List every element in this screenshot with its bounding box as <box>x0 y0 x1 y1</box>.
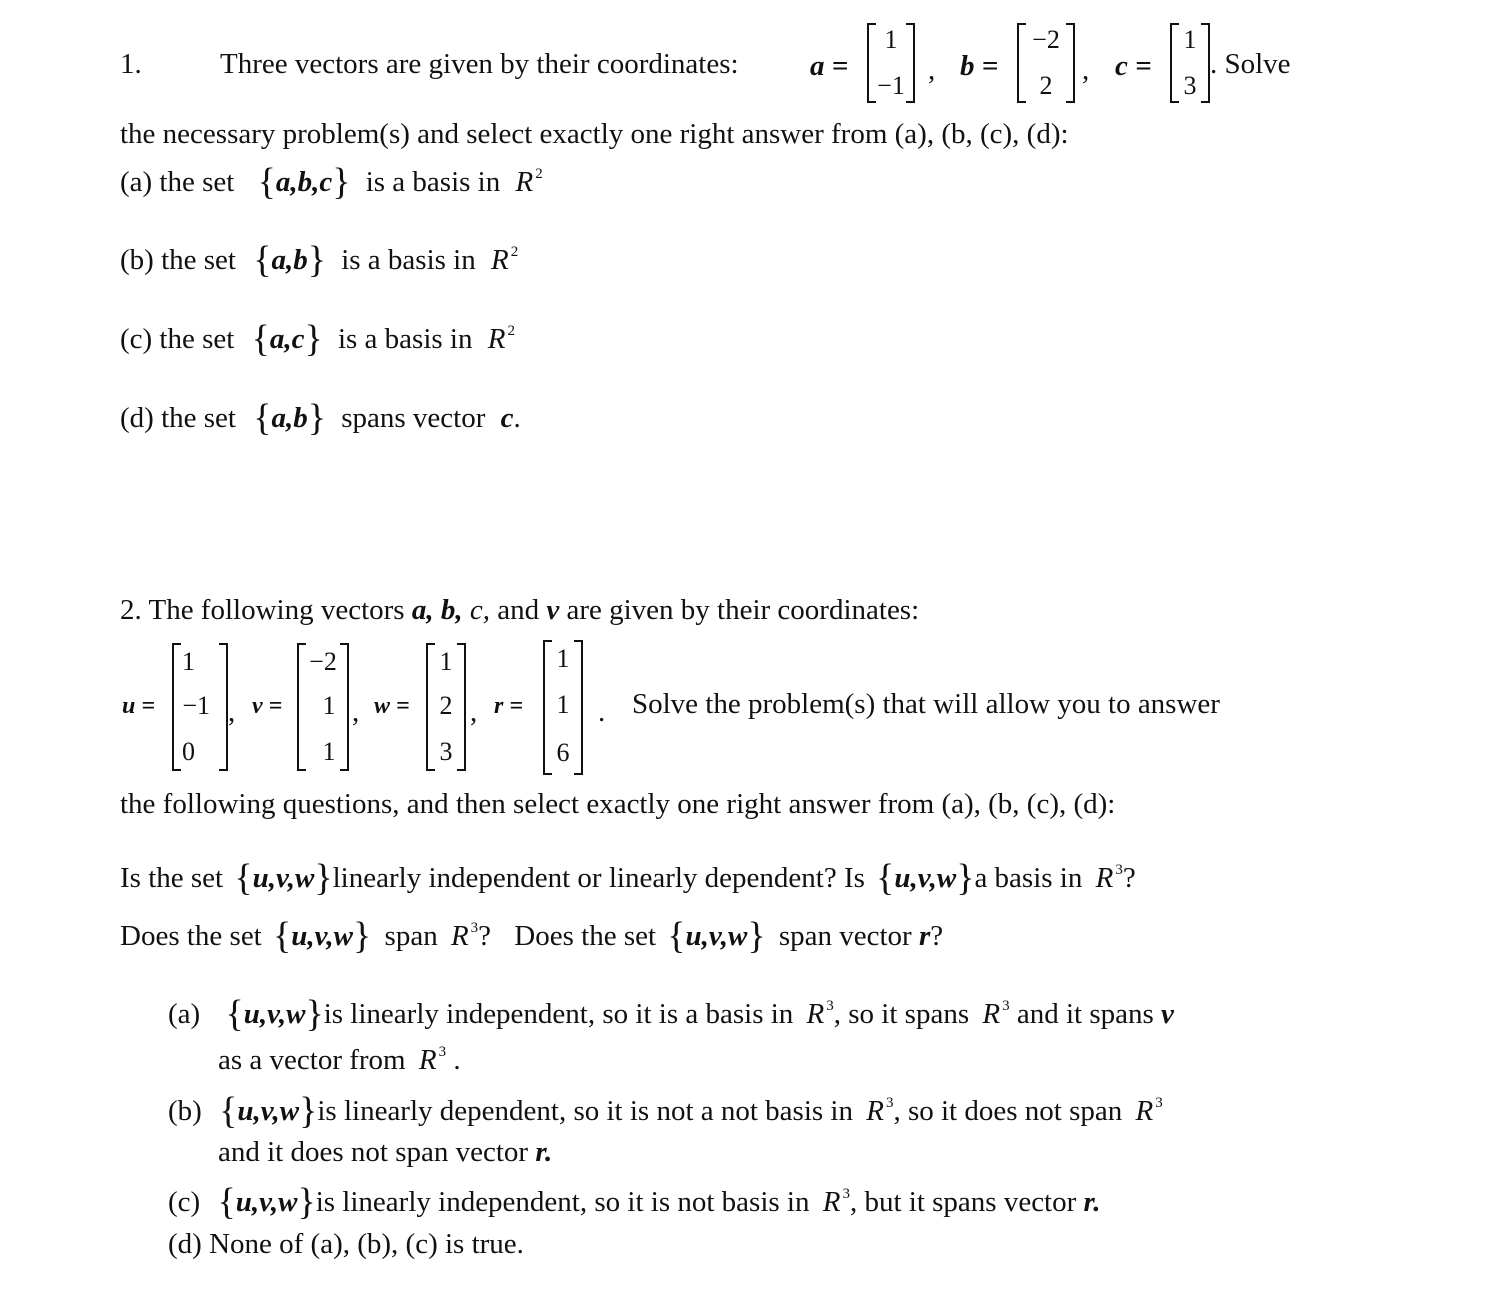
problem-1-option-b <box>120 238 519 281</box>
vector-u-entry: 1 <box>182 647 195 676</box>
set-elements: u,v,w <box>894 862 957 894</box>
problem-2-instructions: the following questions, and then select exactly one right answer from (a), (b, (c), (d): <box>120 788 1116 820</box>
vector-v-entry: −2 <box>309 647 337 676</box>
option-text: (d) the set <box>120 402 236 434</box>
vector-a-matrix <box>867 23 915 103</box>
problem-2-option-b <box>168 1089 1163 1132</box>
option-text: is a basis in <box>365 166 501 198</box>
space-symbol: R <box>982 998 1001 1030</box>
question-text: span vector <box>778 920 912 952</box>
space-exponent: 2 <box>507 323 515 339</box>
comma: , <box>352 696 360 728</box>
space-exponent: 3 <box>1002 998 1010 1014</box>
intro-text: are given by their coordinates: <box>566 594 920 626</box>
vector-r-label: r = <box>494 693 524 719</box>
space-symbol: R <box>866 1095 884 1127</box>
vector-a-entry: 1 <box>884 25 898 54</box>
vector-symbol: r. <box>1083 1186 1101 1218</box>
brace-close: } <box>299 1090 318 1132</box>
set-elements: u,v,w <box>235 1186 298 1218</box>
brace-close: } <box>307 397 326 439</box>
space-exponent: 3 <box>826 998 834 1014</box>
problem-1-option-c <box>120 317 515 360</box>
question-mark: ? <box>930 920 944 952</box>
option-text: (c) the set <box>120 323 235 355</box>
set-elements: a,b <box>271 244 308 276</box>
vector-r-entry: 1 <box>556 690 570 719</box>
problem-2-question-2 <box>120 914 944 957</box>
brace-open: { <box>273 915 292 957</box>
period: . <box>513 402 521 434</box>
space-symbol: R <box>515 166 534 198</box>
option-text: , so it spans <box>833 998 970 1030</box>
option-text: is linearly independent, so it is a basis in <box>323 998 794 1030</box>
comma: , <box>1082 54 1090 86</box>
space-exponent: 3 <box>1155 1095 1163 1111</box>
brace-close: } <box>305 993 324 1035</box>
vector-u-entry: 0 <box>182 737 195 766</box>
set-elements: a,b <box>271 402 308 434</box>
problem-1-instructions: the necessary problem(s) and select exactly one right answer from (a), (b, (c), (d): <box>120 118 1069 150</box>
vector-w-entry: 2 <box>439 691 453 720</box>
brace-open: { <box>876 857 895 899</box>
vector-w-label: w = <box>374 693 410 719</box>
option-text: , so it does not span <box>893 1095 1123 1127</box>
option-text: as a vector from <box>218 1044 406 1076</box>
space-exponent: 2 <box>510 244 519 260</box>
option-text: is linearly dependent, so it is not a not basis in <box>317 1095 853 1127</box>
brace-open: { <box>251 318 270 360</box>
vector-symbol: c, <box>469 594 490 626</box>
vector-c-matrix <box>1170 23 1210 103</box>
set-elements: u,v,w <box>685 920 748 952</box>
brace-open: { <box>225 993 244 1035</box>
question-text: Does the set <box>120 920 262 952</box>
set-elements: a,b,c <box>275 166 333 198</box>
option-text: is a basis in <box>341 244 476 276</box>
brace-open: { <box>234 857 253 899</box>
vector-a-label: a = <box>810 50 849 82</box>
vector-w-entry: 1 <box>439 647 453 676</box>
vector-r-matrix <box>543 640 583 775</box>
space-exponent: 3 <box>842 1186 850 1202</box>
space-exponent: 3 <box>438 1044 447 1060</box>
brace-open: { <box>253 239 272 281</box>
vector-symbol: v <box>1161 998 1174 1030</box>
period: . <box>598 696 606 728</box>
vector-w-entry: 3 <box>439 737 453 766</box>
problem-2-question-1 <box>120 856 1136 899</box>
brace-close: } <box>297 1181 316 1223</box>
problem-1-option-a <box>120 160 543 203</box>
comma: , <box>228 696 236 728</box>
question-text: linearly independent or linearly dependent? Is <box>332 862 865 894</box>
brace-open: { <box>257 161 276 203</box>
brace-open: { <box>667 915 686 957</box>
brace-open: { <box>253 397 272 439</box>
comma: , <box>470 696 478 728</box>
option-text: is linearly independent, so it is not basis in <box>315 1186 810 1218</box>
set-elements: u,v,w <box>243 998 306 1030</box>
space-symbol: R <box>491 244 509 276</box>
vector-u-label: u = <box>122 693 156 719</box>
problem-2-option-d: (d) None of (a), (b), (c) is true. <box>168 1228 524 1260</box>
brace-open: { <box>219 1090 238 1132</box>
option-label: (b) <box>168 1095 202 1127</box>
option-label: (c) <box>168 1186 201 1218</box>
problem-2-option-b-continued <box>218 1138 552 1167</box>
option-text: , but it spans vector <box>849 1186 1077 1218</box>
brace-close: } <box>956 857 975 899</box>
option-text: (a) the set <box>120 166 235 198</box>
vector-r-entry: 1 <box>556 644 570 673</box>
set-elements: u,v,w <box>291 920 354 952</box>
period: . <box>453 1044 461 1076</box>
space-exponent: 2 <box>535 166 543 182</box>
space-exponent: 3 <box>470 920 479 936</box>
vector-u-matrix <box>172 643 228 771</box>
brace-close: } <box>332 161 351 203</box>
question-mark: ? <box>478 920 492 952</box>
problem-2-option-a-continued <box>218 1046 461 1075</box>
question-text: Is the set <box>120 862 224 894</box>
space-symbol: R <box>1095 862 1114 894</box>
brace-close: } <box>307 239 326 281</box>
vector-b-entry: −2 <box>1032 25 1060 54</box>
vector-a-entry: −1 <box>877 71 905 100</box>
problem-1-solve: . Solve <box>1210 48 1291 80</box>
comma: , <box>928 54 936 86</box>
vector-r-entry: 6 <box>556 738 570 767</box>
vector-symbol: r. <box>535 1136 553 1168</box>
problem-1-number: 1. <box>120 48 142 80</box>
brace-close: } <box>353 915 372 957</box>
vector-u-entry: −1 <box>182 691 210 720</box>
vector-symbol: c <box>500 402 514 434</box>
vector-symbol: b, <box>440 594 463 626</box>
intro-text: and <box>497 594 540 626</box>
option-text: is a basis in <box>337 323 473 355</box>
problem-2-intro <box>120 596 919 625</box>
brace-close: } <box>747 915 766 957</box>
space-symbol: R <box>806 998 825 1030</box>
brace-close: } <box>304 318 323 360</box>
space-symbol: R <box>487 323 506 355</box>
vector-v-matrix <box>297 643 349 771</box>
problem-1-option-d <box>120 396 521 439</box>
vector-c-entry: 1 <box>1183 25 1197 54</box>
vector-symbol: a, <box>411 594 434 626</box>
brace-close: } <box>314 857 333 899</box>
vector-v-entry: 1 <box>322 737 336 766</box>
problem-2-solve: Solve the problem(s) that will allow you to answer <box>632 688 1220 720</box>
question-text: span <box>384 920 438 952</box>
space-symbol: R <box>450 920 469 952</box>
option-text: (b) the set <box>120 244 236 276</box>
set-elements: u,v,w <box>252 862 315 894</box>
space-exponent: 3 <box>1115 862 1123 878</box>
brace-open: { <box>217 1181 236 1223</box>
problem-1-intro: Three vectors are given by their coordinates: <box>220 48 739 80</box>
vector-w-matrix <box>426 643 466 771</box>
space-symbol: R <box>418 1044 437 1076</box>
space-symbol: R <box>822 1186 841 1218</box>
space-symbol: R <box>1135 1095 1154 1127</box>
space-exponent: 3 <box>885 1095 894 1111</box>
option-text: and it does not span vector <box>218 1136 529 1168</box>
question-mark: ? <box>1122 862 1136 894</box>
option-text: spans vector <box>341 402 486 434</box>
vector-v-label: v = <box>252 693 283 719</box>
vector-b-label: b = <box>960 50 999 82</box>
vector-v-entry: 1 <box>322 691 336 720</box>
vector-c-label: c = <box>1115 50 1152 82</box>
vector-b-matrix <box>1017 23 1075 103</box>
question-text: a basis in <box>974 862 1083 894</box>
set-elements: a,c <box>269 323 305 355</box>
question-text: Does the set <box>514 920 657 952</box>
vector-symbol: r <box>918 920 931 952</box>
vector-symbol: v <box>546 594 560 626</box>
vector-b-entry: 2 <box>1039 71 1053 100</box>
problem-2-option-a <box>168 992 1174 1035</box>
problem-2-option-c <box>168 1180 1101 1223</box>
intro-text: 2. The following vectors <box>120 594 405 626</box>
option-text: and it spans <box>1016 998 1154 1030</box>
set-elements: u,v,w <box>237 1095 300 1127</box>
vector-c-entry: 3 <box>1183 71 1197 100</box>
option-label: (a) <box>168 998 201 1030</box>
